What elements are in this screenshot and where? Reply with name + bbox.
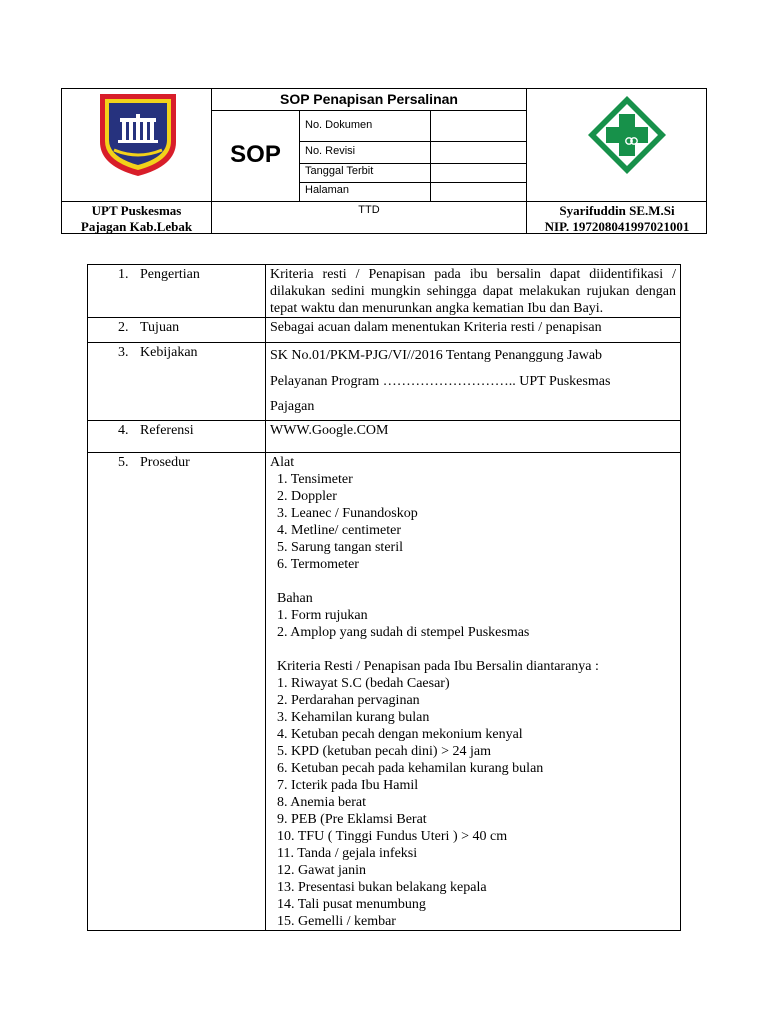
list-item: 1. Form rujukan <box>277 607 368 623</box>
list-item: 13. Presentasi bukan belakang kepala <box>277 879 487 895</box>
list-item: 6. Termometer <box>277 556 359 572</box>
section-label: 1. Pengertian <box>88 265 266 318</box>
list-item: 2. Doppler <box>277 488 337 504</box>
sop-title: SOP Penapisan Persalinan <box>280 91 458 107</box>
list-item: 3. Leanec / Funandoskop <box>277 505 418 521</box>
list-item: 6. Ketuban pecah pada kehamilan kurang bulan <box>277 760 544 776</box>
list-item: 11. Tanda / gejala infeksi <box>277 845 418 861</box>
signer-block <box>527 203 707 235</box>
alat-heading: Alat <box>270 454 295 470</box>
list-item: 1. Tensimeter <box>277 471 353 487</box>
signer-name: Syarifuddin SE.M.Si <box>559 203 675 218</box>
list-item: 5. KPD (ketuban pecah dini) > 24 jam <box>277 743 491 759</box>
section-text-tujuan: Sebagai acuan dalam menentukan Kriteria resti / penapisan <box>266 318 681 343</box>
puskesmas-logo <box>586 94 668 176</box>
section-row-tujuan <box>88 318 681 343</box>
section-row-pengertian <box>88 265 681 318</box>
org-name <box>62 203 211 235</box>
kebijakan-line-1: SK No.01/PKM-PJG/VI//2016 Tentang Penanggung Jawab <box>270 348 603 363</box>
bahan-heading: Bahan <box>277 590 313 606</box>
org-line-2: Pajagan Kab.Lebak <box>80 219 193 234</box>
list-item: 5. Sarung tangan steril <box>277 539 403 555</box>
list-item: 2. Perdarahan pervaginan <box>277 692 420 708</box>
section-label: 3. Kebijakan <box>88 343 266 421</box>
doc-field-halaman: Halaman <box>305 184 350 196</box>
regional-emblem-logo <box>96 92 180 178</box>
sop-header-table <box>61 88 707 234</box>
list-item: 4. Metline/ centimeter <box>277 522 402 538</box>
doc-field-no-revisi: No. Revisi <box>305 145 356 157</box>
list-item: 14. Tali pusat menumbung <box>277 896 426 912</box>
section-text-pengertian: Kriteria resti / Penapisan pada ibu bersalin dapat diidentifikasi / dilakukan sedini mungkin sehingga dapat melakukan rujukan dengan tepat waktu dan menurunkan angka kematian Ibu dan Bayi. <box>266 265 681 318</box>
section-label: 4. Referensi <box>88 420 266 452</box>
list-item: 10. TFU ( Tinggi Fundus Uteri ) > 40 cm <box>277 828 508 844</box>
doc-field-no-dokumen: No. Dokumen <box>305 119 373 131</box>
section-text-kebijakan <box>266 343 681 421</box>
sop-content-table <box>87 264 681 931</box>
section-text-referensi: WWW.Google.COM <box>266 420 681 452</box>
signer-nip: NIP. 197208041997021001 <box>544 219 690 234</box>
ttd-label: TTD <box>358 204 380 216</box>
section-text-prosedur <box>266 452 681 930</box>
list-item: 1. Riwayat S.C (bedah Caesar) <box>277 675 450 691</box>
kebijakan-line-2: Pelayanan Program ……………………….. UPT Puskesmas <box>270 373 611 389</box>
sop-label: SOP <box>230 141 281 168</box>
list-item: 12. Gawat janin <box>277 862 367 878</box>
section-label: 2. Tujuan <box>88 318 266 343</box>
list-item: 4. Ketuban pecah dengan mekonium kenyal <box>277 726 523 742</box>
section-row-prosedur <box>88 452 681 930</box>
section-label: 5. Prosedur <box>88 452 266 930</box>
list-item: 15. Gemelli / kembar <box>277 913 396 929</box>
kriteria-list <box>270 675 676 930</box>
section-row-referensi <box>88 420 681 452</box>
list-item: 7. Icterik pada Ibu Hamil <box>277 777 419 793</box>
alat-list <box>270 471 676 675</box>
section-row-kebijakan <box>88 343 681 421</box>
list-item: 9. PEB (Pre Eklamsi Berat <box>277 811 427 827</box>
list-item: 2. Amplop yang sudah di stempel Puskesmas <box>277 624 530 640</box>
kebijakan-line-3: Pajagan <box>270 399 315 414</box>
kriteria-heading: Kriteria Resti / Penapisan pada Ibu Bersalin diantaranya : <box>277 658 599 674</box>
doc-field-tanggal-terbit: Tanggal Terbit <box>305 165 374 177</box>
list-item: 8. Anemia berat <box>277 794 367 810</box>
list-item: 3. Kehamilan kurang bulan <box>277 709 430 725</box>
org-line-1: UPT Puskesmas <box>91 203 182 218</box>
